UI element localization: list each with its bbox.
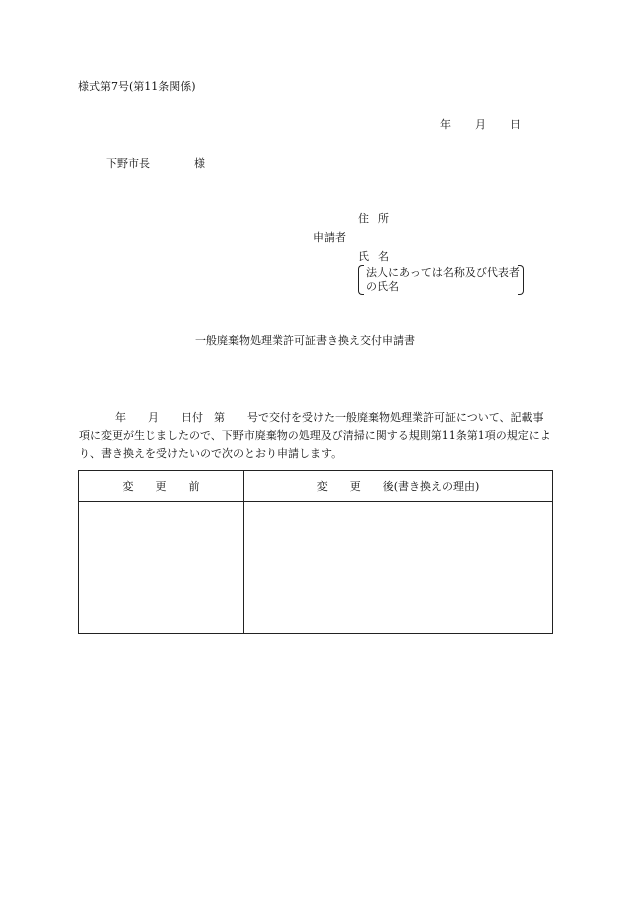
body-paragraph	[79, 409, 554, 463]
header-after: 変 更 後(書き換えの理由)	[244, 471, 553, 502]
left-bracket	[358, 265, 364, 295]
year-label: 年	[440, 118, 451, 131]
before-cell[interactable]	[79, 502, 244, 634]
name-label: 氏名	[358, 250, 398, 263]
day-label: 日	[510, 118, 521, 131]
address-label: 住所	[358, 212, 398, 225]
form-number: 様式第7号(第11条関係)	[78, 80, 196, 93]
change-table	[78, 470, 553, 634]
table-header-row	[79, 471, 553, 502]
after-cell[interactable]	[244, 502, 553, 634]
right-bracket	[518, 265, 524, 295]
addressee-title: 下野市長	[106, 157, 150, 170]
date-line	[440, 118, 521, 132]
body-text: 年 月 日付 第 号で交付を受けた一般廃棄物処理業許可証について、記載事項に変更が生じましたので、下野市廃棄物の処理及び清掃に関する規則第11条第1項の規定により、書き換えを受けたいので次のとおり申請します。	[79, 411, 551, 460]
corporate-note-text: 法人にあっては名称及び代表者の氏名	[366, 266, 520, 293]
document-title: 一般廃棄物処理業許可証書き換え交付申請書	[195, 334, 415, 347]
applicant-label: 申請者	[313, 231, 346, 244]
header-before: 変 更 前	[79, 471, 244, 502]
addressee	[106, 157, 205, 171]
corporate-note	[358, 264, 524, 296]
month-label: 月	[475, 118, 486, 131]
addressee-honorific: 様	[194, 157, 205, 170]
table-row	[79, 502, 553, 634]
